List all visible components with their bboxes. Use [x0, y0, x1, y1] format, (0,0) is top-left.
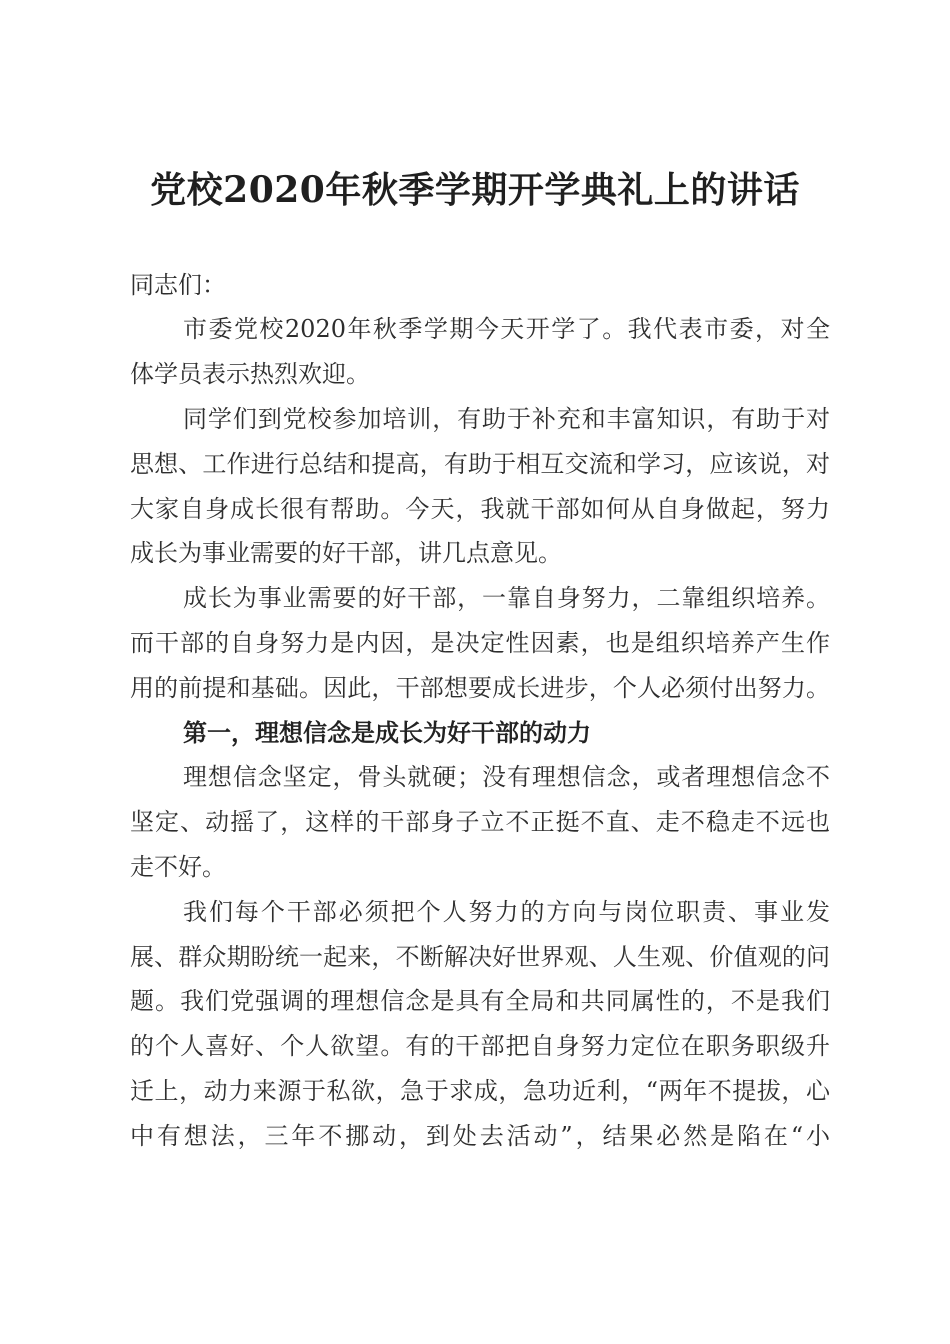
paragraph-line: 题。我们党强调的理想信念是具有全局和共同属性的，不是我们 — [130, 987, 830, 1016]
paragraph-line: 市委党校2020年秋季学期今天开学了。我代表市委，对全 — [183, 315, 830, 344]
paragraph-line: 的个人喜好、个人欲望。有的干部把自身努力定位在职务职级升 — [130, 1032, 830, 1061]
paragraph-line: 我们每个干部必须把个人努力的方向与岗位职责、事业发 — [183, 897, 830, 926]
paragraph-growth — [130, 576, 830, 710]
salutation: 同志们： — [130, 270, 226, 299]
paragraph-welcome — [130, 307, 830, 397]
paragraph-line: 坚定、动摇了，这样的干部身子立不正挺不直、走不稳走不远也 — [130, 808, 830, 837]
section-1 — [130, 711, 830, 1159]
paragraph-line: 而干部的自身努力是内因，是决定性因素，也是组织培养产生作 — [130, 628, 830, 657]
paragraph-cadres — [130, 890, 830, 1159]
paragraph-line: 同学们到党校参加培训，有助于补充和丰富知识，有助于对 — [183, 404, 830, 433]
paragraph-line: 大家自身成长很有帮助。今天，我就干部如何从自身做起，努力 — [130, 494, 830, 523]
paragraph-line: 走不好。 — [130, 852, 226, 881]
paragraph-training — [130, 397, 830, 576]
paragraph-line: 成长为事业需要的好干部，讲几点意见。 — [130, 539, 562, 568]
paragraph-line: 用的前提和基础。因此，干部想要成长进步，个人必须付出努力。 — [130, 673, 830, 702]
document-body — [130, 263, 830, 1159]
paragraph-line: 理想信念坚定，骨头就硬；没有理想信念，或者理想信念不 — [183, 763, 830, 792]
paragraph-line: 迁上，动力来源于私欲，急于求成，急功近利，“两年不提拔，心 — [130, 1076, 830, 1105]
page-title: 党校2020年秋季学期开学典礼上的讲话 — [150, 169, 800, 211]
paragraph-line: 展、群众期盼统一起来，不断解决好世界观、人生观、价值观的问 — [130, 942, 830, 971]
paragraph-line: 思想、工作进行总结和提高，有助于相互交流和学习，应该说，对 — [130, 449, 830, 478]
paragraph-line: 成长为事业需要的好干部，一靠自身努力，二靠组织培养。 — [183, 584, 830, 613]
paragraph-line: 中有想法，三年不挪动，到处去活动”，结果必然是陷在“小 — [130, 1121, 830, 1150]
paragraph-line: 体学员表示热烈欢迎。 — [130, 360, 370, 389]
section-heading: 第一，理想信念是成长为好干部的动力 — [183, 717, 591, 747]
paragraph-ideals — [130, 755, 830, 889]
